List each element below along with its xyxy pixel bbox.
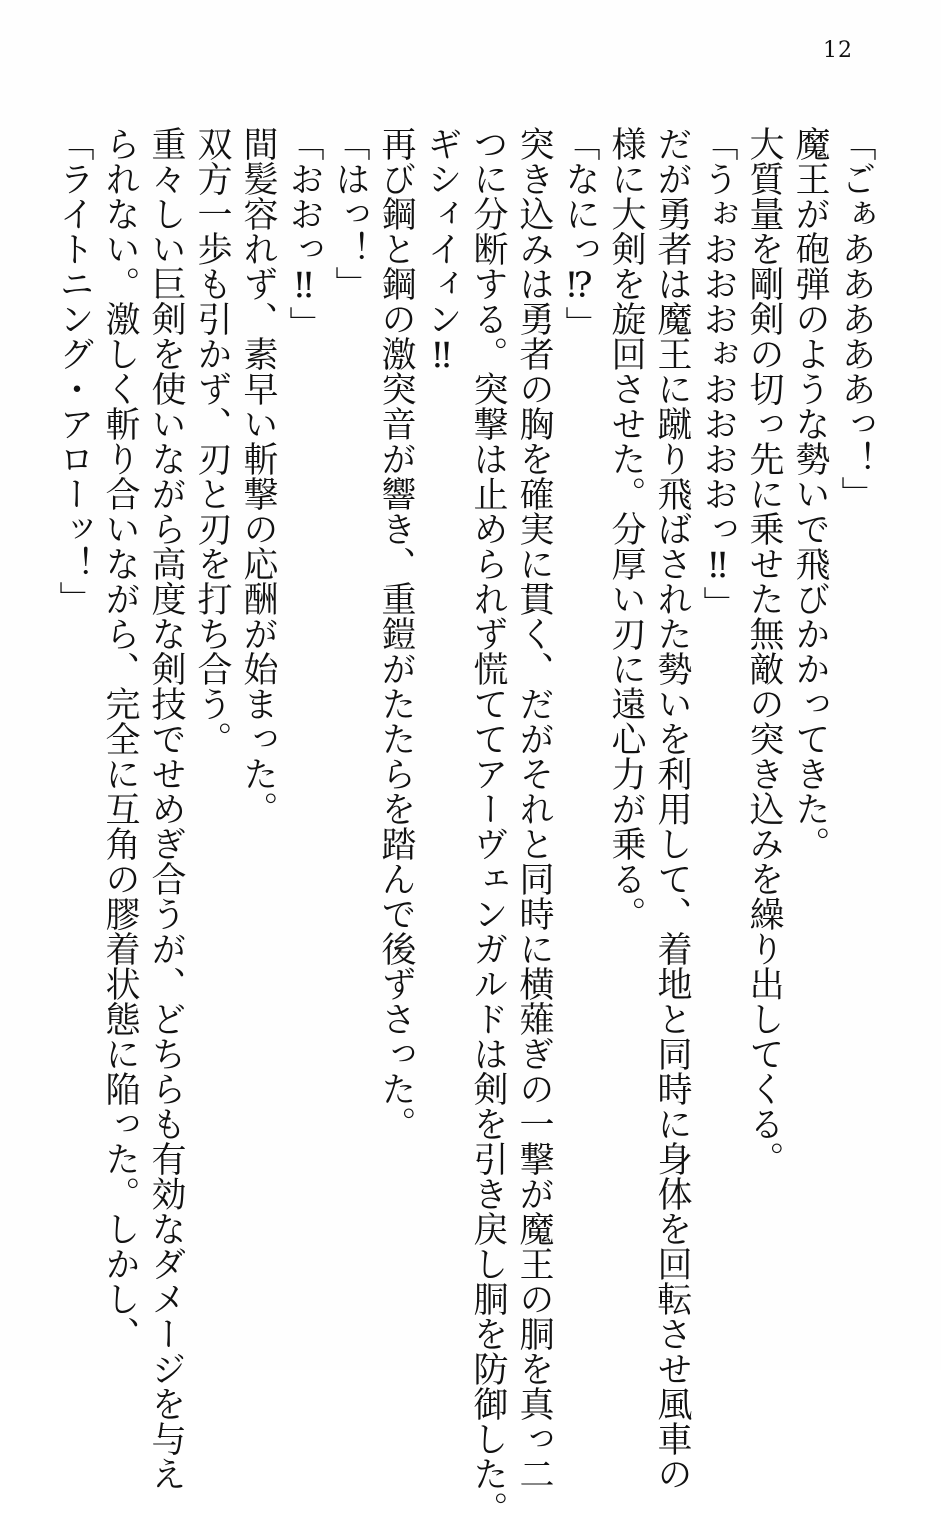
- text-line-15-content: 双方一歩も引かず、刃と刃を打ち合う。: [192, 126, 232, 756]
- text-line-9: つに分断する。突撃は止められず慌ててアーヴェンガルドは剣を引き戻し胴を防御した。: [468, 126, 508, 1526]
- text-line-5: [649, 126, 695, 1491]
- page-number: 12: [823, 38, 853, 63]
- text-line-18: 「ライトニング・アローッ！」: [54, 126, 94, 616]
- text-line-16-content: 重々しい巨剣を使いながら高度な剣技でせめぎ合うが、どちらも有効なダメージを与え: [146, 126, 186, 1491]
- text-line-15: [189, 126, 235, 1286]
- text-line-3: [741, 126, 787, 1286]
- text-line-8-content: 突き込みは勇者の胸を確実に貫く、だがそれと同時に横薙ぎの一撃が魔王の胴を真っ二: [514, 126, 554, 1491]
- text-line-11-content: 再び鋼と鋼の激突音が響き、重鎧がたたらを踏んで後ずさった。: [376, 126, 416, 1141]
- text-line-7: 「なにっ⁉」: [560, 126, 600, 341]
- text-line-6: 様に大剣を旋回させた。分厚い刃に遠心力が乗る。: [606, 126, 646, 931]
- text-line-10: [419, 126, 465, 1286]
- text-line-2-content: 魔王が砲弾のような勢いで飛びかかってきた。: [790, 126, 830, 861]
- text-line-8: [511, 126, 557, 1491]
- text-line-11: [373, 126, 419, 1286]
- text-line-14: [235, 126, 281, 1286]
- text-line-17: られない。激しく斬り合いながら、完全に互角の膠着状態に陥った。しかし、: [100, 126, 140, 1351]
- text-line-13: 「おおっ‼」: [284, 126, 324, 341]
- text-line-10-content: ギシィイィン‼: [422, 126, 462, 376]
- text-line-5-content: だが勇者は魔王に蹴り飛ばされた勢いを利用して、着地と同時に身体を回転させ風車の: [652, 126, 692, 1491]
- text-line-1: 「ごぁあああああっ！」: [836, 126, 876, 511]
- text-line-2: [787, 126, 833, 1286]
- text-line-4: 「うぉおおおぉおおおおっ‼」: [698, 126, 738, 621]
- text-line-12: 「はっ！」: [330, 126, 370, 301]
- vertical-body-text: [54, 126, 879, 1526]
- text-line-14-content: 間髪容れず、素早い斬撃の応酬が始まった。: [238, 126, 278, 826]
- text-line-16: [143, 126, 189, 1491]
- text-line-3-content: 大質量を剛剣の切っ先に乗せた無敵の突き込みを繰り出してくる。: [744, 126, 784, 1176]
